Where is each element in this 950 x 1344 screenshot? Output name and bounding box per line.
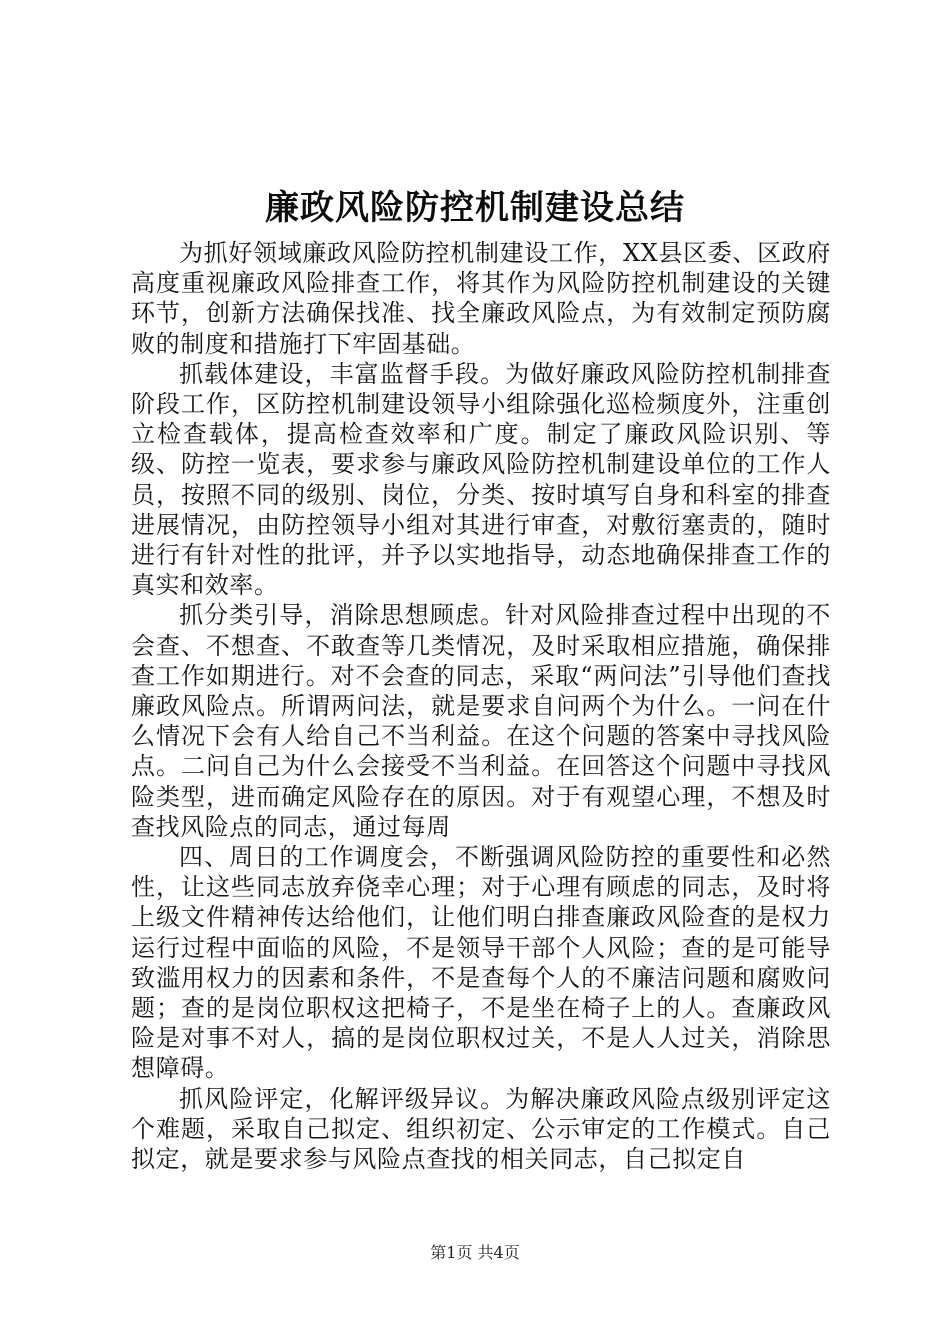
page-number-footer: 第1页 共4页 [430,1243,520,1262]
paragraph-risk-assessment: 抓风险评定，化解评级异议。为解决廉政风险点级别评定这个难题，采取自己拟定、组织初定、公示审定的工作模式。自己拟定，就是要求参与风险点查找的相关同志，自己拟定自 [131,1084,831,1174]
paragraph-classified-guidance: 抓分类引导，消除思想顾虑。针对风险排查过程中出现的不会查、不想查、不敢查等几类情况，及时采取相应措施，确保排查工作如期进行。对不会查的同志，采取“两问法”引导他们查找廉政风险点。所谓两问法，就是要求自问两个为什么。一问在什么情况下会有人给自己不当利益。在这个问题的答案中寻找风险点。二问自己为什么会接受不当利益。在回答这个问题中寻找风险类型，进而确定风险存在的原因。对于有观望心理，不想及时查找风险点的同志，通过每周 [131,601,831,841]
paragraph-weekly-meeting: 四、周日的工作调度会，不断强调风险防控的重要性和必然性，让这些同志放弃侥幸心理；对于心理有顾虑的同志，及时将上级文件精神传达给他们，让他们明白排查廉政风险查的是权力运行过程中面临的风险，不是领导干部个人风险；查的是可能导致滥用权力的因素和条件，不是查每个人的不廉洁问题和腐败问题；查的是岗位职权这把椅子，不是坐在椅子上的人。查廉政风险是对事不对人，搞的是岗位职权过关，不是人人过关，消除思想障碍。 [131,843,831,1083]
paragraph-intro: 为抓好领域廉政风险防控机制建设工作，XX县区委、区政府高度重视廉政风险排查工作，将其作为风险防控机制建设的关键环节，创新方法确保找准、找全廉政风险点，为有效制定预防腐败的制度和措施打下牢固基础。 [131,239,831,358]
document-title: 廉政风险防控机制建设总结 [265,188,685,228]
paragraph-carrier-building: 抓载体建设，丰富监督手段。为做好廉政风险防控机制排查阶段工作，区防控机制建设领导小组除强化巡检频度外，注重创立检查载体，提高检查效率和广度。制定了廉政风险识别、等级、防控一览表，要求参与廉政风险防控机制建设单位的工作人员，按照不同的级别、岗位，分类、按时填写自身和科室的排查进展情况，由防控领导小组对其进行审查，对敷衍塞责的，随时进行有针对性的批评，并予以实地指导，动态地确保排查工作的真实和效率。 [131,359,831,600]
document-body [131,238,831,1174]
